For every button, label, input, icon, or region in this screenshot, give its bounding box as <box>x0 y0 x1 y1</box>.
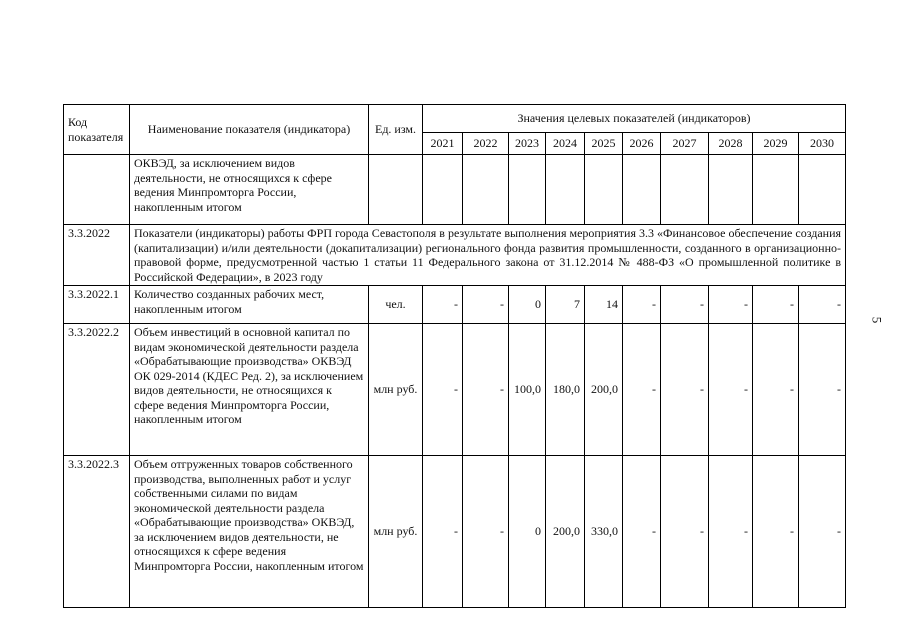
indicators-table <box>63 104 846 608</box>
table-section-row <box>64 225 846 286</box>
row-value: - <box>463 286 509 324</box>
row-name: ОКВЭД, за исключением видов деятельности, не относящихся к сфере ведения Минпромторга России, накопленным итогом <box>130 155 369 225</box>
header-code: Код показателя <box>64 105 130 155</box>
row-code: 3.3.2022.1 <box>64 286 130 324</box>
row-value: - <box>661 324 709 456</box>
table-row <box>64 155 846 225</box>
row-value: - <box>753 456 799 608</box>
row-value: - <box>623 286 661 324</box>
row-value <box>799 155 846 225</box>
row-value: 100,0 <box>509 324 546 456</box>
row-value: - <box>753 324 799 456</box>
row-value: 0 <box>509 286 546 324</box>
table-row <box>64 456 846 608</box>
header-name: Наименование показателя (индикатора) <box>130 105 369 155</box>
row-value: 7 <box>546 286 585 324</box>
row-value: - <box>709 456 753 608</box>
header-year: 2022 <box>463 133 509 155</box>
row-code <box>64 155 130 225</box>
table-row <box>64 286 846 324</box>
header-year: 2023 <box>509 133 546 155</box>
row-value: - <box>423 286 463 324</box>
row-value: - <box>661 456 709 608</box>
section-text: Показатели (индикаторы) работы ФРП города Севастополя в результате выполнения мероприятия 3.3 «Финансовое обеспечение создания (капитализации) и/или деятельности (докапитализации) регионального фонда развития промышленности, созданного в организационно-правовой форме, предусмотренной частью 1 статьи 11 Федерального закона от 31.12.2014 № 488-ФЗ «О промышленной политике в Российской Федерации», в 2023 году <box>130 225 846 286</box>
row-unit: млн руб. <box>369 324 423 456</box>
header-year: 2028 <box>709 133 753 155</box>
row-value <box>709 155 753 225</box>
row-value: - <box>799 456 846 608</box>
row-code: 3.3.2022.2 <box>64 324 130 456</box>
row-value <box>509 155 546 225</box>
row-value: - <box>423 456 463 608</box>
row-value <box>585 155 623 225</box>
row-value <box>753 155 799 225</box>
row-value: - <box>661 286 709 324</box>
row-value: 0 <box>509 456 546 608</box>
row-name: Объем инвестиций в основной капитал по видам экономической деятельности раздела «Обрабатывающие производства» ОКВЭД ОК 029-2014 (КДЕС Ред. 2), за исключением видов деятельности, не относящихся к сфере ведения Минпромторга России, накопленным итогом <box>130 324 369 456</box>
table-row <box>64 324 846 456</box>
row-value: - <box>799 324 846 456</box>
section-code: 3.3.2022 <box>64 225 130 286</box>
row-value <box>463 155 509 225</box>
row-value: - <box>799 286 846 324</box>
row-value: - <box>709 324 753 456</box>
row-value: - <box>709 286 753 324</box>
row-value: 200,0 <box>585 324 623 456</box>
row-value: 330,0 <box>585 456 623 608</box>
row-value: - <box>463 324 509 456</box>
row-code: 3.3.2022.3 <box>64 456 130 608</box>
row-value: 14 <box>585 286 623 324</box>
header-year: 2024 <box>546 133 585 155</box>
row-value: - <box>623 324 661 456</box>
header-year: 2027 <box>661 133 709 155</box>
row-unit: чел. <box>369 286 423 324</box>
row-value <box>623 155 661 225</box>
row-value <box>423 155 463 225</box>
row-value <box>546 155 585 225</box>
row-value: 200,0 <box>546 456 585 608</box>
header-year: 2026 <box>623 133 661 155</box>
header-year: 2029 <box>753 133 799 155</box>
row-name: Объем отгруженных товаров собственного производства, выполненных работ и услуг собственными силами по видам экономической деятельности раздела «Обрабатывающие производства» ОКВЭД, за исключением видов деятельности, не относящихся к сфере ведения Минпромторга России, накопленным итогом <box>130 456 369 608</box>
header-unit: Ед. изм. <box>369 105 423 155</box>
row-unit: млн руб. <box>369 456 423 608</box>
row-value: - <box>463 456 509 608</box>
header-year: 2030 <box>799 133 846 155</box>
header-year: 2021 <box>423 133 463 155</box>
row-value <box>661 155 709 225</box>
row-value: - <box>423 324 463 456</box>
header-values-title: Значения целевых показателей (индикаторов) <box>423 105 846 133</box>
row-value: - <box>623 456 661 608</box>
row-name: Количество созданных рабочих мест, накопленным итогом <box>130 286 369 324</box>
row-value: - <box>753 286 799 324</box>
row-unit <box>369 155 423 225</box>
header-year: 2025 <box>585 133 623 155</box>
page-number: 5 <box>869 316 885 324</box>
row-value: 180,0 <box>546 324 585 456</box>
